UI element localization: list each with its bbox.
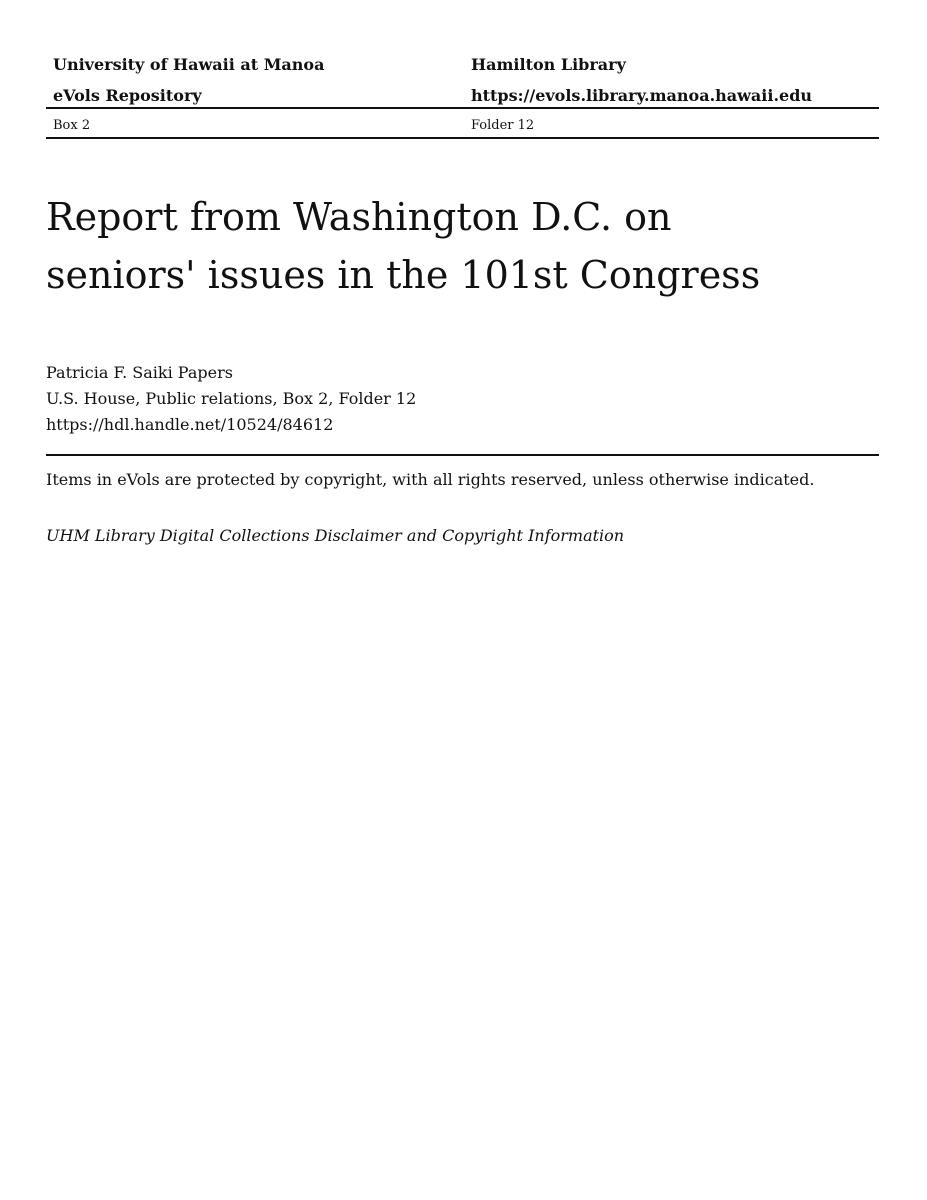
repository-name: eVols Repository <box>53 86 202 105</box>
disclaimer-link[interactable]: UHM Library Digital Collections Disclaimer and Copyright Information <box>46 526 625 545</box>
repository-url-link[interactable]: https://evols.library.manoa.hawaii.edu <box>471 86 813 105</box>
header-row-institution <box>46 50 879 80</box>
library-name: Hamilton Library <box>471 55 626 74</box>
document-title-line1: Report from Washington D.C. on <box>46 195 672 239</box>
header-bottom-divider <box>46 137 879 139</box>
box-label: Box 2 <box>53 118 91 133</box>
institution-name: University of Hawaii at Manoa <box>53 55 325 74</box>
footer-divider <box>46 454 879 456</box>
document-title <box>46 188 879 304</box>
document-metadata <box>46 360 416 438</box>
header-divider <box>46 107 879 109</box>
copyright-notice: Items in eVols are protected by copyright, with all rights reserved, unless otherwise indicated. <box>46 470 815 489</box>
document-title-line2: seniors' issues in the 101st Congress <box>46 253 761 297</box>
collection-name: Patricia F. Saiki Papers <box>46 363 233 382</box>
series-location: U.S. House, Public relations, Box 2, Folder 12 <box>46 389 417 408</box>
folder-label: Folder 12 <box>471 118 535 133</box>
handle-link[interactable]: https://hdl.handle.net/10524/84612 <box>46 415 334 434</box>
